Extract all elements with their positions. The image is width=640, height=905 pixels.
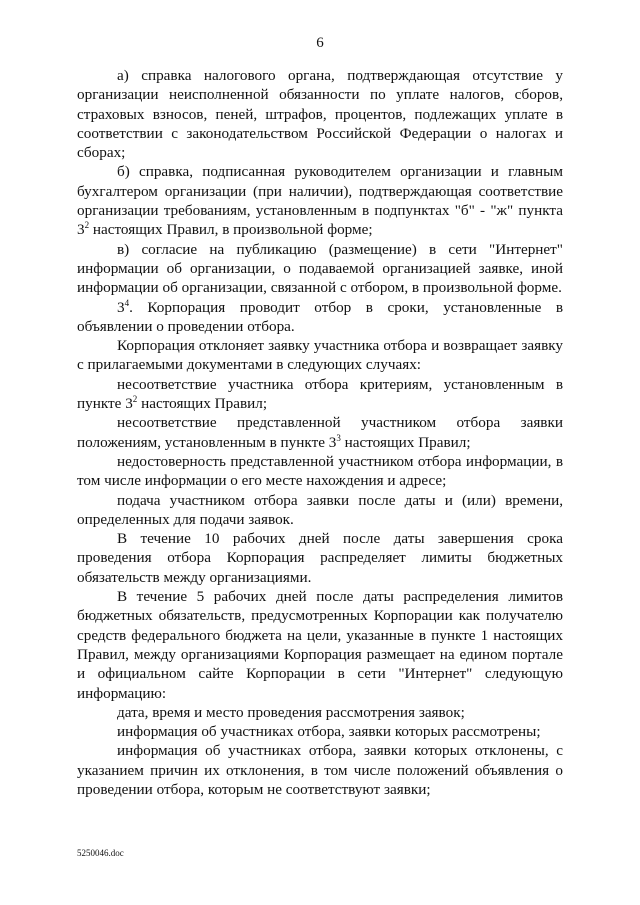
rejection-case-tail: настоящих Правил; — [340, 433, 471, 451]
paragraph-a: а) справка налогового органа, подтверждающая отсутствие у организации неисполненной обязанности по уплате налогов, сборов, страховых взносов, пеней, штрафов, процентов, подлежащих уплате в соответствии с законодательством Российской Федерации о налогах и сборах; — [77, 67, 563, 162]
paragraph-3-4-text: . Корпорация проводит отбор в сроки, установленные в объявлении о проведении отбора. — [77, 298, 563, 335]
rejection-case-tail: настоящих Правил; — [137, 395, 268, 413]
paragraph-number: 3 — [117, 298, 125, 316]
publication-item: дата, время и место проведения рассмотрения заявок; — [117, 703, 465, 721]
rejection-intro: Корпорация отклоняет заявку участника отбора и возвращает заявку с прилагаемыми документами в следующих случаях: — [77, 337, 563, 374]
publication-paragraph: В течение 5 рабочих дней после даты распределения лимитов бюджетных обязательств, предусмотренных Корпорации как получателю средств федерального бюджета на цели, указанные в пункте 1 настоящих Правил, между организациями Корпорация размещает на едином портале и официальном сайте Корпорации в сети "Интернет" следующую информацию: — [77, 588, 563, 702]
superscript-marker: 3 — [336, 432, 341, 443]
paragraph-b-tail: настоящих Правил, в произвольной форме; — [92, 221, 373, 239]
paragraph-b — [77, 162, 563, 239]
document-body — [77, 66, 563, 799]
rejection-case-text: несоответствие участника отбора критериям, установленным в пункте 3 — [77, 375, 563, 413]
publication-item: информация об участниках отбора, заявки которых рассмотрены; — [117, 723, 541, 741]
paragraph-3-4 — [77, 298, 563, 337]
document-file-name: 5250046.doc — [77, 848, 124, 858]
page-number: 6 — [316, 35, 324, 51]
rejection-case-requirements — [77, 413, 563, 452]
rejection-case-unreliable-info: недостоверность представленной участником отбора информации, в том числе информации о его месте нахождения и адресе; — [77, 452, 563, 490]
rejection-case-criteria — [77, 375, 563, 414]
superscript-marker: 2 — [84, 220, 90, 231]
limits-distribution-paragraph: В течение 10 рабочих дней после даты завершения срока проведения отбора Корпорация распределяет лимиты бюджетных обязательств между организациями. — [77, 530, 563, 586]
paragraph-v: в) согласие на публикацию (размещение) в сети "Интернет" информации об организации, о подаваемой организацией заявке, иной информации об организации, связанной с отбором, в произвольной форме. — [77, 240, 563, 297]
superscript-marker: 2 — [132, 394, 138, 405]
rejection-case-late-submission: подача участником отбора заявки после даты и (или) времени, определенных для подачи заявок. — [77, 491, 563, 528]
rejection-case-text: несоответствие представленной участником отбора заявки положениям, установленным в пункте 3 — [77, 414, 563, 451]
superscript-marker: 4 — [124, 297, 130, 308]
paragraph-b-text: б) справка, подписанная руководителем организации и главным бухгалтером организации (при наличии), подтверждающая соответствие организации требованиям, установленным в подпунктах "б" - "ж" пункта 3 — [77, 163, 563, 239]
publication-item: информация об участниках отбора, заявки которых отклонены, с указанием причин их отклонения, в том числе положений объявления о проведении отбора, которым не соответствуют заявки; — [77, 742, 563, 798]
